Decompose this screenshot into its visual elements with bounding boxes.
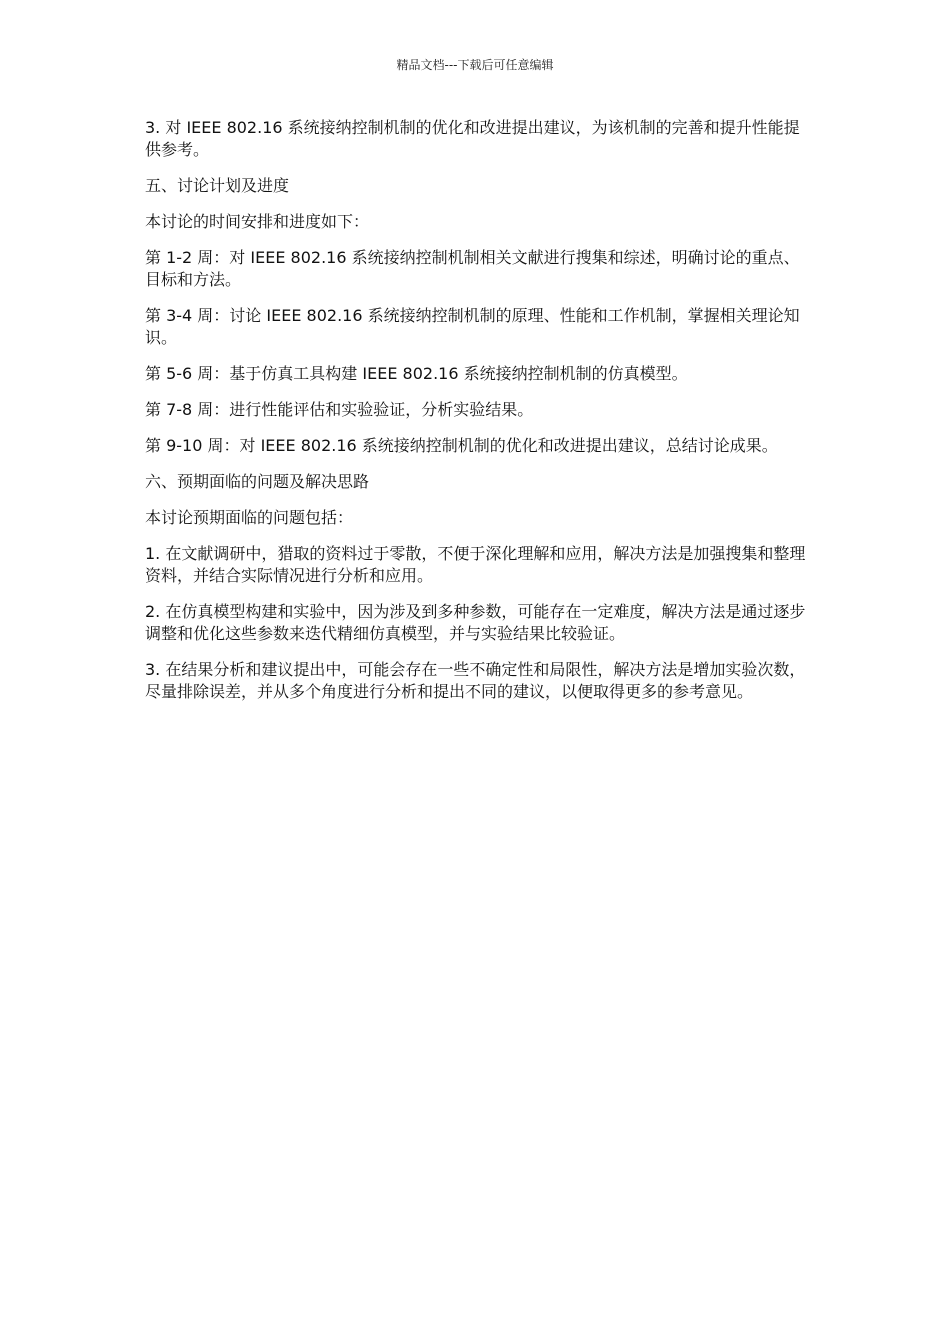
paragraph-problems-intro: 本讨论预期面临的问题包括： <box>145 508 354 527</box>
paragraph-goal-3: 3. 对 IEEE 802.16 系统接纳控制机制的优化和改进提出建议，为该机制的完善和提升性能提供参考。 <box>145 118 800 159</box>
paragraph-week-7-8: 第 7-8 周：进行性能评估和实验验证，分析实验结果。 <box>145 400 534 419</box>
section-heading-plan: 五、讨论计划及进度 <box>145 176 290 195</box>
paragraph-schedule-intro: 本讨论的时间安排和进度如下： <box>145 212 370 231</box>
document-body <box>145 117 810 717</box>
paragraph-week-3-4: 第 3-4 周：讨论 IEEE 802.16 系统接纳控制机制的原理、性能和工作机制，掌握相关理论知识。 <box>145 306 800 347</box>
paragraph-problem-3: 3. 在结果分析和建议提出中，可能会存在一些不确定性和局限性，解决方法是增加实验次数，尽量排除误差，并从多个角度进行分析和提出不同的建议，以便取得更多的参考意见。 <box>145 660 806 701</box>
paragraph-week-9-10: 第 9-10 周：对 IEEE 802.16 系统接纳控制机制的优化和改进提出建议，总结讨论成果。 <box>145 436 778 455</box>
page-header: 精品文档---下载后可任意编辑 <box>396 58 554 72</box>
paragraph-problem-2: 2. 在仿真模型构建和实验中，因为涉及到多种参数，可能存在一定难度，解决方法是通过逐步调整和优化这些参数来迭代精细仿真模型，并与实验结果比较验证。 <box>145 602 806 643</box>
paragraph-week-1-2: 第 1-2 周：对 IEEE 802.16 系统接纳控制机制相关文献进行搜集和综述，明确讨论的重点、目标和方法。 <box>145 248 800 289</box>
section-heading-problems: 六、预期面临的问题及解决思路 <box>145 472 370 491</box>
paragraph-week-5-6: 第 5-6 周：基于仿真工具构建 IEEE 802.16 系统接纳控制机制的仿真模型。 <box>145 364 688 383</box>
paragraph-problem-1: 1. 在文献调研中，猎取的资料过于零散，不便于深化理解和应用，解决方法是加强搜集和整理资料，并结合实际情况进行分析和应用。 <box>145 544 806 585</box>
